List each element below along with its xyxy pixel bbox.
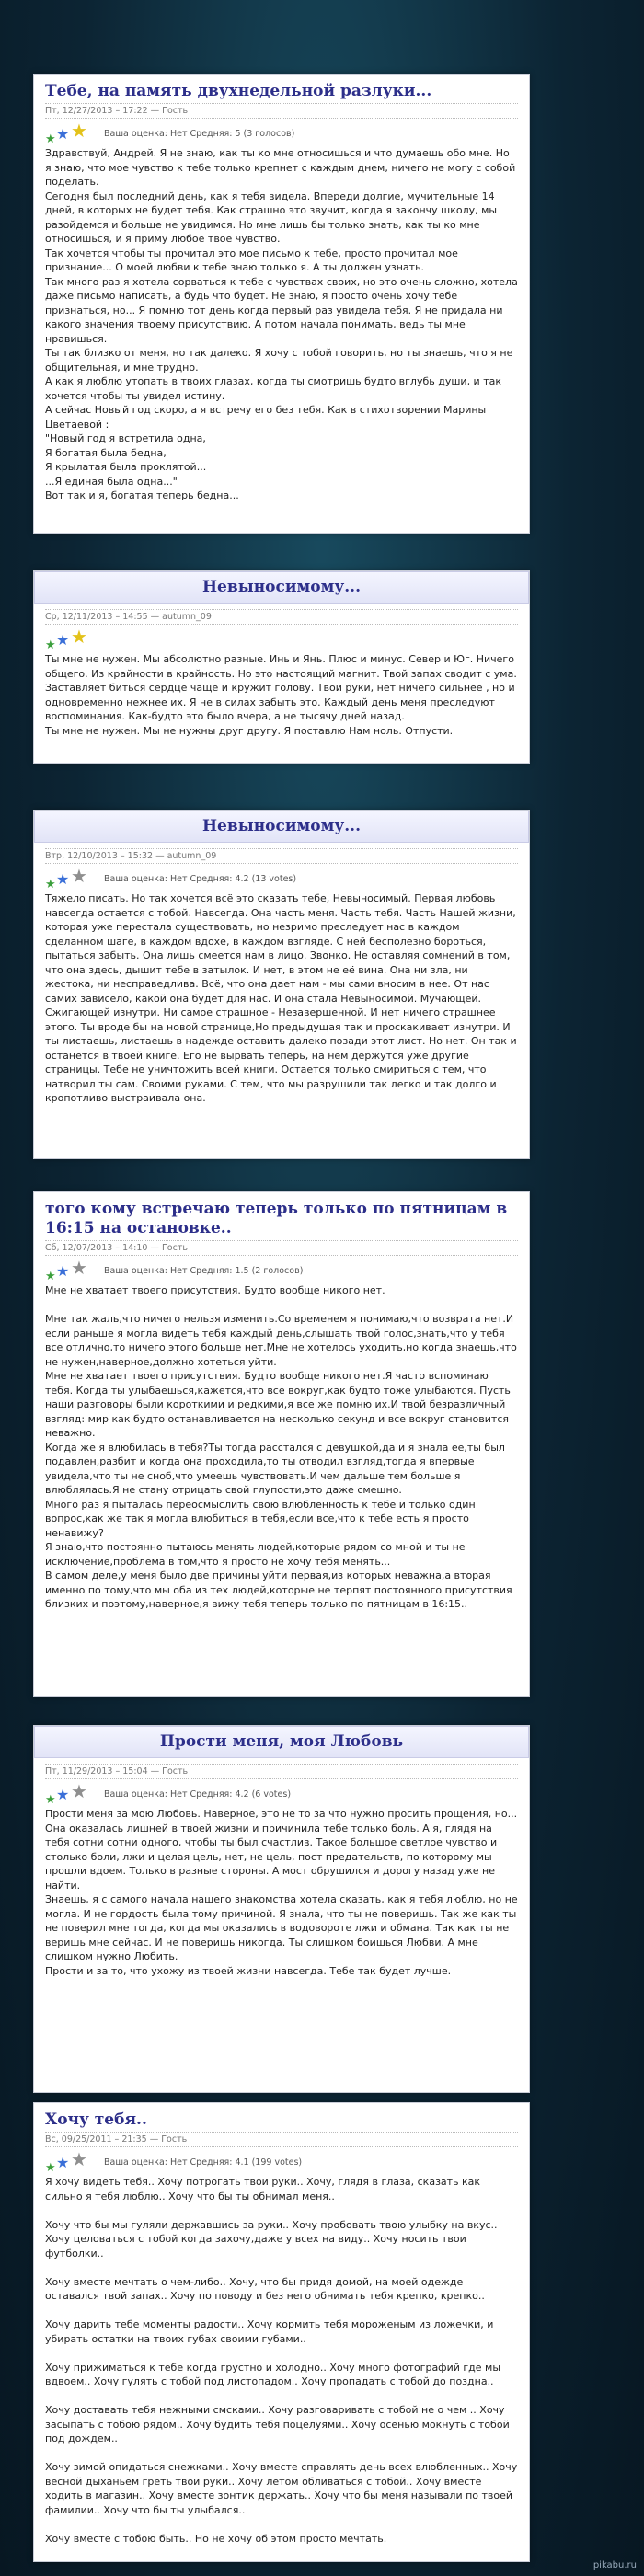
- rating-widget[interactable]: [45, 1258, 518, 1283]
- post-title[interactable]: Невыносимому...: [34, 571, 529, 604]
- rating-stars-icon[interactable]: ★ ★ ★: [45, 2148, 87, 2175]
- post-body: Здравствуй, Андрей. Я не знаю, как ты ко мне относишься и что думаешь обо мне. Но я знаю, что мое чувство к тебе только крепнет с каждым днем, ничего не могу с собой поделать. Сегодня был последний день, как я тебя видела. Впереди долгие, мучительные 14 дней, в которых не будет тебя. Как страшно это звучит, когда я закончу школу, мы разойдемся и больше не увидимся. Но мне лишь бы только знать, как ты ко мне относишься, и я приму любое твое чувство. Так хочется чтобы ты прочитал это мое письмо к тебе, просто прочитал мое признание... О моей любви к тебе знаю только я. А ты должен узнать. Так много раз я хотела сорваться к тебе с чувствах своих, но это очень сложно, хотела даже письмо написать, а будь что будет. Не знаю, я просто очень хочу тебе признаться, но... Я помню тот день когда первый раз увидела тебя. Я не придала ни какого значения твоему присутствию. А потом начала понимать, ведь ты мне нравишься. Ты так близко от меня, но так далеко. Я хочу с тобой говорить, но ты знаешь, что я не общительная, и мне трудно. А как я люблю утопать в твоих глазах, когда ты смотришь будто вглубь души, и так хочется чтобы ты увидел истину. А сейчас Новый год скоро, а я встречу его без тебя. Как в стихотворении Марины Цветаевой : "Новый год я встретила одна, Я богатая была бедна, Я крылатая была проклятой... ...Я единая была одна..." Вот так и я, богатая теперь бедна...: [45, 147, 518, 501]
- post-card: [33, 810, 530, 1159]
- rating-text: Ваша оценка: Нет Средняя: 4.2 (13 votes): [104, 873, 297, 884]
- post-card: [33, 1725, 530, 2093]
- post-body: Прости меня за мою Любовь. Наверное, это не то за что нужно просить прощения, но... Она оказалась лишней в твоей жизни и причинила тебе только боль. А я, глядя на тебя сотни сотни одного, чтобы ты был счастлив. Такое большое светлое чувство и столько боли, лжи и целая цель, нет, не цель, пост предательств, по которому мы прошли вдоем. Только в разные стороны. А мост обрушился и дорогу назад уже не найти. Знаешь, я с самого начала нашего знакомства хотела сказать, как я тебя люблю, но не могла. И не гордость была тому причиной. Я знала, что ты не поверишь. Так же как ты не поверил мне тогда, когда мы оказались в водовороте лжи и обмана. Так как ты не веришь мне сейчас. И не поверишь никогда. Ты слишком боишься Любви. А мне слишком нужно Любить. Прости и за то, что ухожу из твоей жизни навсегда. Тебе так будет лучше.: [45, 1808, 518, 1977]
- rating-widget[interactable]: [45, 1781, 518, 1807]
- site-watermark: pikabu.ru: [592, 2560, 637, 2570]
- rating-stars-icon[interactable]: ★ ★ ★: [45, 120, 87, 146]
- post-card: [33, 74, 530, 534]
- post-title[interactable]: Прости меня, моя Любовь: [34, 1726, 529, 1758]
- post-title[interactable]: того кому встречаю теперь только по пятницам в 16:15 на остановке..: [45, 1200, 508, 1237]
- rating-stars-icon[interactable]: ★ ★ ★: [45, 865, 87, 891]
- post-meta: Пт, 12/27/2013 – 17:22 — Гость: [45, 103, 518, 119]
- rating-text: Ваша оценка: Нет Средняя: 4.2 (6 votes): [104, 1788, 292, 1800]
- post-meta: Пт, 11/29/2013 – 15:04 — Гость: [45, 1764, 518, 1779]
- rating-text: Ваша оценка: Нет Средняя: 4.1 (199 votes): [104, 2156, 303, 2168]
- rating-widget[interactable]: [45, 121, 518, 146]
- post-title[interactable]: Тебе, на память двухнедельной разлуки...: [45, 82, 432, 100]
- rating-widget[interactable]: [45, 627, 518, 652]
- post-title[interactable]: Невыносимому...: [34, 811, 529, 843]
- post-meta: Ср, 12/11/2013 – 14:55 — autumn_09: [45, 609, 518, 625]
- post-body: Ты мне не нужен. Мы абсолютно разные. Инь и Янь. Плюс и минус. Север и Юг. Ничего общего. Из крайности в крайность. Но это настоящий магнит. Твой запах сводит с ума. Заставляет биться сердце чаще и кружит голову. Твои руки, нет ничего сильнее , но и одновременно нежнее их. Я не в силах забыть это. Каждый день меня преследуют воспоминания. Как-будто это было вчера, а не тысячу дней назад. Ты мне не нужен. Мы не нужны друг другу. Я поставлю Нам ноль. Отпусти.: [45, 653, 517, 737]
- rating-stars-icon[interactable]: ★ ★ ★: [45, 626, 87, 652]
- post-card: [33, 2102, 530, 2562]
- post-meta: Втр, 12/10/2013 – 15:32 — autumn_09: [45, 848, 518, 864]
- post-card: [33, 1191, 530, 1697]
- rating-widget[interactable]: [45, 866, 518, 891]
- post-card: [33, 570, 530, 764]
- rating-stars-icon[interactable]: ★ ★ ★: [45, 1257, 87, 1283]
- post-body: Мне не хватает твоего присутствия. Будто вообще никого нет. Мне так жаль,что ничего нельзя изменить.Со временем я понимаю,что возврата нет.И если раньше я могла видеть тебя каждый день,слышать твой голос,знать,что у тебя все отлично,то ничего этого больше нет.Мне не хотелось уходить,но когда знаешь,что не нужен,наверное,должно хотеться уйти. Мне не хватает твоего присутствия. Будто вообще никого нет.Я часто вспоминаю тебя. Когда ты улыбаешься,кажется,что все вокруг,как будто тоже улыбаются. Пусть наши разговоры были короткими и редкими,я все же помню их.И твой безразличный взгляд: мир как будто останавливается на несколько секунд и все вокруг становится неважно. Когда же я влюбилась в тебя?Ты тогда расстался с девушкой,да и я знала ее,ты был подавлен,разбит и когда она проходила,то ты отводил взгляд,тогда я впервые увидела,что ты не сноб,что умеешь чувствовать.И чем дальше тем больше я влюблялась.Я не стану отрицать свой глупости,это даже смешно. Много раз я пыталась переосмыслить свою влюбленность к тебе и только один вопрос,как же так я могла влюбиться в тебя,если все,что к тебе есть я просто ненавижу? Я знаю,что постоянно пытаюсь менять людей,которые рядом со мной и ты не исключение,проблема в том,что я просто не хочу тебя менять... В самом деле,у меня было две причины уйти первая,из которых неважна,а вторая именно по тому,что мы оба из тех людей,которые не терпят постоянного присутствия близких и поэтому,наверное,я вижу тебя теперь только по пятницам в 16:15..: [45, 1284, 517, 1610]
- rating-widget[interactable]: [45, 2149, 518, 2175]
- post-title[interactable]: Хочу тебя..: [45, 2110, 147, 2129]
- rating-text: Ваша оценка: Нет Средняя: 5 (3 голосов): [104, 128, 295, 139]
- post-meta: Сб, 12/07/2013 – 14:10 — Гость: [45, 1240, 518, 1256]
- post-body: Я хочу видеть тебя.. Хочу потрогать твои руки.. Хочу, глядя в глаза, сказать как сильно я тебя люблю.. Хочу что бы ты обнимал меня.. Хочу что бы мы гуляли державшись за руки.. Хочу пробовать твою улыбку на вкус.. Хочу целоваться с тобой когда захочу,даже у всех на виду.. Хочу носить твои футболки.. Хочу вместе мечтать о чем-либо.. Хочу, что бы придя домой, на моей одежде оставался твой запах.. Хочу по поводу и без него обнимать тебя крепко, крепко.. Хочу дарить тебе моменты радости.. Хочу кормить тебя мороженым из ложечки, и убирать остатки на твоих губах своими губами.. Хочу прижиматься к тебе когда грустно и холодно.. Хочу много фотографий где мы вдвоем.. Хочу гулять с тобой под листопадом.. Хочу пропадать с тобой до поздна.. Хочу доставать тебя нежными смсками.. Хочу разговаривать с тобой не о чем .. Хочу засыпать с тобою рядом.. Хочу будить тебя поцелуями.. Хочу осенью мокнуть с тобой под дождем.. Хочу зимой опидаться снежками.. Хочу вместе справлять день всех влюбленных.. Хочу весной дыханьем греть твои руки.. Хочу летом обливаться с тобой.. Хочу вместе ходить в магазин.. Хочу вместе зонтик держать.. Хочу что бы меня называли по твоей фамилии.. Хочу что бы ты улыбался.. Хочу вместе с тобою быть.. Но не хочу об этом просто мечтать.: [45, 2176, 518, 2545]
- rating-stars-icon[interactable]: ★ ★ ★: [45, 1780, 87, 1807]
- post-body: Тяжело писать. Но так хочется всё это сказать тебе, Невыносимый. Первая любовь навсегда остается с тобой. Навсегда. Она часть меня. Часть тебя. Часть Нашей жизни, которая уже перестала существовать, но незримо преследует нас в каждом сделанном шаге, в каждом вдохе, в каждом взгляде. С ней бесполезно бороться, пытаться забыть. Она лишь смеется нам в лицо. Звонко. Не оставляя сомнений в том, что она здесь, дышит тебе в затылок. И нет, в этом не её вина. Она ни зла, ни жестока, ни несправедлива. Всё, что она дает нам - мы сами вносим в нее. От нас самих зависело, какой она будет для нас. И она стала Невыносимой. Мучающей. Сжигающей изнутри. Ни самое страшное - Незавершенной. И нет ничего страшнее этого. Ты вроде бы на новой странице,Но предыдущая так и проскакивает изнутри. И ты листаешь, листаешь в надежде оставить далеко позади этот лист. Но нет. Он так и останется в твоей книге. Его не вырвать теперь, на нем держутся уже другие страницы. Тебе не уничтожить всей книги. Остается только смириться с тем, что натворил ты сам. Своими руками. С тем, что мы разрушили так легко и так долго и кропотливо выстраивала она.: [45, 892, 517, 1104]
- rating-text: Ваша оценка: Нет Средняя: 1.5 (2 голосов): [104, 1265, 304, 1276]
- post-meta: Вс, 09/25/2011 – 21:35 — Гость: [45, 2132, 518, 2147]
